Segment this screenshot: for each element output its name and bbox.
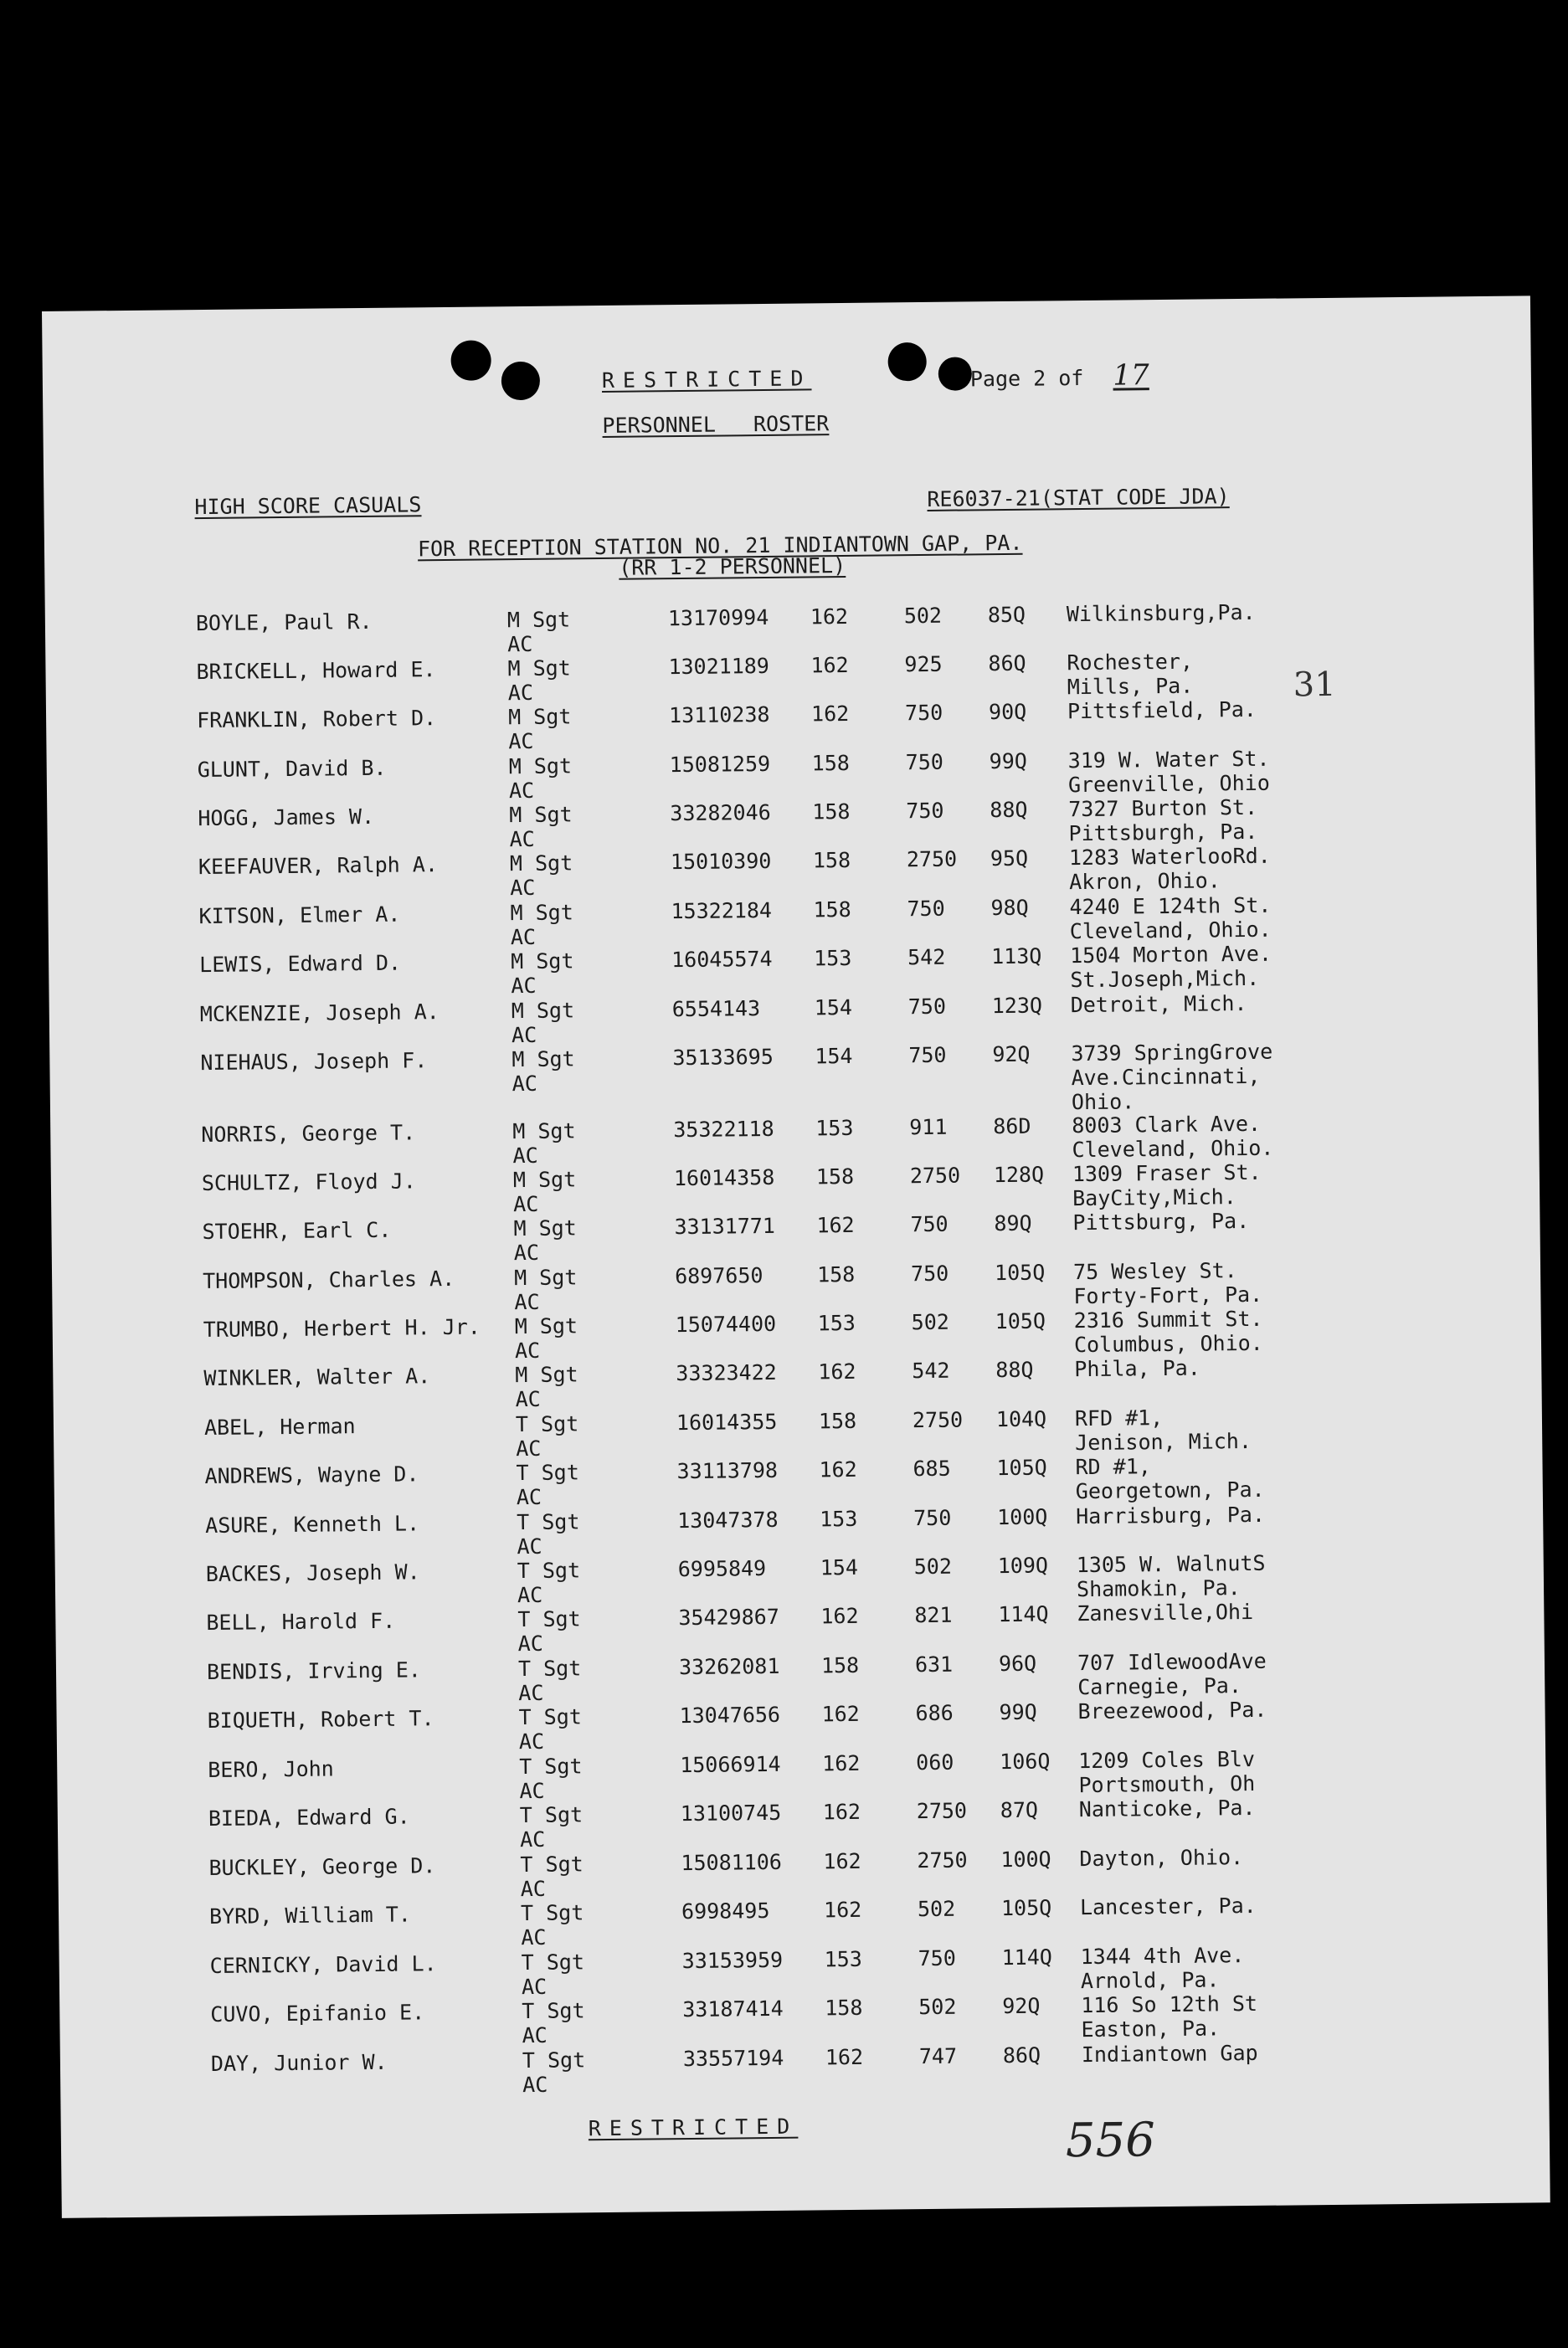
roster-grade: M Sgt [507,655,571,681]
roster-name: NIEHAUS, Joseph F. [200,1048,428,1076]
roster-addr2: Mills, Pa. [1067,673,1194,700]
roster-serial: 33323422 [676,1359,777,1386]
roster-c1: 158 [812,799,851,825]
roster-addr2: BayCity,Mich. [1072,1184,1236,1211]
roster-grade: T Sgt [520,1852,584,1878]
roster-serial: 6897650 [674,1263,763,1289]
roster-serial: 15081106 [681,1849,783,1876]
roster-name: KEEFAUVER, Ralph A. [198,852,439,880]
roster-name: BENDIS, Irving E. [206,1657,422,1685]
roster-addr1: Indiantown Gap [1081,2040,1258,2068]
roster-c2: 502 [903,603,943,629]
roster-grade: M Sgt [515,1362,578,1388]
roster-c3: 106Q [1000,1749,1051,1775]
roster-c1: 162 [821,1701,860,1727]
roster-c2: 750 [918,1945,956,1971]
roster-branch: AC [517,1631,543,1657]
roster-branch: AC [512,1143,538,1169]
roster-addr2: Arnold, Pa. [1080,1967,1220,1994]
classification-top: RESTRICTED [601,366,812,393]
roster-serial: 35429867 [678,1604,779,1631]
roster-grade: M Sgt [513,1215,577,1241]
roster-c2: 2750 [912,1407,964,1433]
roster-c2: 750 [907,896,945,922]
roster-c1: 162 [818,1359,856,1385]
roster-grade: T Sgt [517,1656,582,1682]
roster-addr1: 1209 Coles Blv [1078,1746,1256,1774]
roster-serial: 13021189 [668,653,770,680]
roster-addr2: Pittsburgh, Pa. [1068,819,1258,846]
roster-grade: M Sgt [512,1118,576,1144]
roster-addr1: 1283 WaterlooRd. [1068,843,1271,871]
roster-addr1: 4240 E 124th St. [1069,892,1272,920]
roster-branch: AC [517,1582,543,1608]
roster-addr2: Ave.Cincinnati, [1071,1063,1261,1091]
roster-grade: M Sgt [513,1265,578,1291]
roster-grade: T Sgt [517,1606,581,1632]
roster-c1: 162 [819,1457,857,1482]
roster-addr1: 3739 SpringGrove [1071,1039,1273,1066]
roster-c3: 105Q [1000,1895,1052,1921]
roster-grade: M Sgt [508,753,573,779]
roster-serial: 35133695 [672,1044,774,1071]
roster-addr2: Portsmouth, Oh [1078,1770,1256,1798]
roster-addr1: 707 IdlewoodAve [1077,1648,1267,1676]
roster-c3: 86D [993,1113,1031,1139]
roster-c1: 162 [823,1848,861,1874]
roster-c1: 153 [824,1946,862,1972]
roster-name: ABEL, Herman [203,1414,356,1441]
roster-name: BIQUETH, Robert T. [207,1706,434,1734]
roster-c3: 86Q [1002,2042,1041,2068]
roster-addr1: 1305 W. WalnutS [1076,1550,1266,1578]
roster-c1: 158 [813,897,851,922]
roster-c2: 542 [912,1358,950,1384]
roster-c1: 153 [815,1115,854,1141]
roster-c1: 162 [825,2044,864,2070]
roster-name: BYRD, William T. [208,1902,412,1929]
roster-grade: M Sgt [512,1167,577,1193]
roster-c3: 96Q [998,1651,1037,1677]
roster-serial: 13100745 [680,1800,782,1827]
roster-grade: T Sgt [517,1509,580,1535]
roster-name: WINKLER, Walter A. [203,1364,431,1391]
roster-addr2: Carnegie, Pa. [1077,1673,1242,1700]
roster-addr1: 116 So 12th St [1081,1991,1258,2018]
roster-branch: AC [508,778,535,804]
roster-name: HOGG, James W. [198,804,375,831]
roster-addr2: St.Joseph,Mich. [1070,965,1260,993]
roster-branch: AC [510,875,536,901]
roster-c3: 105Q [994,1260,1046,1286]
punch-hole-2 [501,362,540,400]
roster-branch: AC [522,2022,548,2048]
roster-c2: 911 [909,1114,948,1140]
roster-name: BACKES, Joseph W. [205,1559,420,1587]
roster-serial: 6995849 [677,1556,767,1582]
roster-c1: 154 [815,1043,853,1069]
roster-serial: 33187414 [682,1996,784,2022]
roster-serial: 13110238 [668,701,770,728]
roster-addr1: Phila, Pa. [1074,1355,1200,1382]
roster-name: ASURE, Kenneth L. [205,1511,420,1539]
roster-c3: 88Q [995,1357,1034,1383]
roster-c3: 98Q [990,895,1029,921]
roster-c2: 502 [913,1554,953,1580]
roster-c2: 2750 [916,1798,968,1824]
roster-addr1: Breezewood, Pa. [1077,1697,1267,1724]
roster-addr1: RFD #1, [1074,1405,1164,1431]
roster-serial: 15010390 [670,848,772,875]
roster-branch: AC [517,1534,542,1559]
roster-branch: AC [522,2072,548,2098]
roster-name: GLUNT, David B. [197,755,387,783]
roster-grade: T Sgt [517,1558,581,1584]
roster-serial: 33262081 [678,1653,780,1680]
roster-grade: T Sgt [518,1704,583,1730]
roster-branch: AC [508,728,534,754]
roster-c3: 123Q [991,993,1043,1019]
roster-name: BOYLE, Paul R. [195,609,373,636]
roster-c3: 99Q [989,748,1027,774]
roster-c2: 821 [914,1602,953,1628]
roster-grade: T Sgt [515,1411,579,1437]
roster-addr1: Pittsburg, Pa. [1072,1208,1250,1236]
roster-c3: 87Q [1000,1797,1039,1823]
roster-addr2: Jenison, Mich. [1075,1428,1252,1456]
roster-grade: M Sgt [514,1313,578,1339]
left-title: HIGH SCORE CASUALS [194,492,422,520]
roster-c3: 92Q [1002,1993,1041,2019]
roster-c1: 162 [822,1799,861,1825]
roster-c1: 158 [825,1995,863,2021]
roster-c2: 2750 [909,1163,961,1189]
roster-c1: 153 [817,1310,856,1336]
roster-c1: 153 [820,1506,858,1532]
roster-branch: AC [518,1729,545,1755]
roster-name: BRICKELL, Howard E. [196,657,436,685]
roster-name: KITSON, Elmer A. [198,902,401,929]
roster-branch: AC [516,1436,542,1462]
roster-c2: 686 [915,1700,954,1726]
roster-c1: 154 [820,1554,859,1580]
roster-c2: 2750 [906,846,958,872]
roster-c1: 162 [810,701,850,727]
roster-branch: AC [521,1974,548,2000]
classification-bottom: RESTRICTED [588,2114,799,2141]
roster-c2: 750 [910,1211,949,1237]
roster-grade: T Sgt [516,1460,579,1486]
roster-branch: AC [511,1022,537,1048]
roster-c2: 502 [918,1994,957,2020]
roster-grade: M Sgt [509,802,573,828]
roster-addr1: Zanesville,Ohi [1077,1599,1254,1626]
roster-serial: 6554143 [671,996,761,1022]
roster-serial: 16014355 [676,1409,778,1436]
roster-addr1: Rochester, [1067,649,1194,676]
roster-branch: AC [516,1484,542,1510]
roster-serial: 33282046 [670,799,771,826]
roster-serial: 13047378 [677,1507,779,1534]
roster-c1: 153 [813,945,852,971]
roster-c2: 685 [913,1456,951,1482]
roster-grade: M Sgt [512,1046,575,1072]
roster-c1: 158 [818,1408,857,1434]
roster-c3: 104Q [995,1406,1047,1432]
roster-grade: T Sgt [520,1900,584,1926]
roster-addr2: Akron, Ohio. [1069,868,1221,895]
roster-branch: AC [511,973,537,999]
roster-addr1: 75 Wesley St. [1072,1258,1237,1285]
roster-addr1: 8003 Clark Ave. [1072,1111,1262,1138]
roster-addr1: Detroit, Mich. [1070,990,1247,1018]
roster-c3: 92Q [992,1041,1031,1067]
roster-c2: 750 [906,798,944,824]
roster-c1: 162 [820,1603,859,1629]
roster-c3: 99Q [999,1699,1037,1725]
roster-c1: 154 [814,994,853,1020]
roster-grade: T Sgt [519,1802,584,1828]
roster-name: FRANKLIN, Robert D. [196,706,437,733]
roster-c3: 100Q [996,1504,1048,1530]
roster-serial: 33557194 [682,2045,784,2072]
roster-addr1: RD #1, [1075,1454,1151,1480]
roster-grade: M Sgt [511,998,575,1024]
roster-c2: 750 [913,1505,952,1531]
roster-c2: 925 [904,651,943,677]
roster-c3: 128Q [993,1162,1045,1188]
roster-addr1: Wilkinsburg,Pa. [1066,599,1256,627]
roster-name: STOEHR, Earl C. [202,1217,392,1245]
roster-addr1: 1309 Fraser St. [1072,1159,1262,1187]
roster-grade: T Sgt [522,1998,585,2024]
roster-c3: 114Q [998,1601,1049,1627]
roster-branch: AC [515,1386,541,1412]
roster-c3: 85Q [987,602,1026,628]
roster-c2: 750 [910,1261,949,1287]
roster-c2: 750 [904,700,943,726]
roster-name: CUVO, Epifanio E. [210,2000,425,2027]
margin-number: 31 [1293,665,1336,705]
punch-hole-1 [450,340,491,381]
roster-serial: 33153959 [681,1947,784,1974]
roster-c2: 542 [907,944,946,970]
roster-c2: 502 [911,1309,950,1335]
roster-branch: AC [519,1778,545,1804]
roster-c3: 86Q [988,650,1026,676]
roster-name: MCKENZIE, Joseph A. [199,999,440,1027]
roster-name: CERNICKY, David L. [209,1951,437,1979]
roster-branch: AC [510,924,537,950]
roster-table [45,597,1550,2119]
roster-name: BIEDA, Edward G. [208,1804,410,1832]
handwritten-page-number: 556 [1065,2113,1156,2169]
roster-serial: 15322184 [671,897,773,924]
roster-c2: 502 [917,1896,956,1922]
roster-grade: M Sgt [509,850,573,876]
roster-addr1: 7327 Burton St. [1068,794,1258,822]
roster-branch: AC [514,1289,540,1315]
roster-grade: M Sgt [506,607,571,633]
roster-branch: AC [513,1191,539,1217]
roster-addr1: Lancester, Pa. [1079,1893,1257,1920]
roster-addr3: Ohio. [1071,1089,1135,1115]
roster-name: BUCKLEY, George D. [208,1853,436,1881]
roster-c2: 750 [905,749,944,775]
page-prefix: Page 2 of [969,365,1084,392]
roster-addr1: 1504 Morton Ave. [1069,941,1272,968]
roster-name: BELL, Harold F. [206,1608,396,1636]
roster-title: PERSONNEL ROSTER [602,411,830,438]
roster-c2: 631 [914,1652,954,1678]
roster-branch: AC [509,826,535,852]
roster-branch: AC [513,1240,540,1266]
roster-serial: 15066914 [680,1751,781,1778]
roster-addr2: Greenville, Ohio [1067,770,1270,798]
roster-c3: 105Q [995,1308,1046,1334]
roster-c2: 750 [908,1042,947,1068]
stat-code: RE6037-21(STAT CODE JDA) [927,484,1230,511]
roster-grade: M Sgt [510,900,573,926]
roster-c1: 162 [816,1212,855,1238]
punch-hole-3 [887,342,926,381]
roster-branch: AC [520,1876,547,1902]
roster-addr1: Dayton, Ohio. [1079,1845,1244,1872]
roster-c2: 060 [916,1749,954,1775]
roster-c1: 158 [812,847,851,873]
roster-page [42,295,1550,2217]
roster-name: TRUMBO, Herbert H. Jr. [203,1314,481,1343]
roster-c1: 162 [810,604,849,629]
roster-name: BERO, John [208,1756,334,1783]
roster-c1: 158 [815,1164,855,1189]
roster-c1: 162 [822,1750,861,1776]
roster-c3: 89Q [994,1210,1032,1236]
roster-serial: 16045574 [671,946,773,973]
roster-c3: 114Q [1001,1945,1053,1970]
roster-serial: 33113798 [676,1457,779,1484]
roster-branch: AC [507,631,533,657]
roster-serial: 16014358 [673,1164,775,1191]
roster-serial: 33131771 [674,1213,776,1240]
roster-branch: AC [512,1071,537,1097]
page-number [969,358,1166,393]
roster-grade: T Sgt [521,1950,585,1976]
roster-addr1: Harrisburg, Pa. [1075,1502,1266,1529]
roster-c1: 158 [816,1261,856,1287]
roster-c3: 90Q [988,699,1027,725]
roster-serial: 35322118 [673,1116,774,1143]
roster-branch: AC [519,1827,546,1852]
page-total: 17 [1113,358,1149,393]
roster-serial: 13170994 [667,604,769,631]
roster-addr2: Cleveland, Ohio. [1069,917,1272,944]
roster-c2: 750 [907,994,947,1020]
roster-grade: M Sgt [511,948,574,974]
roster-c3: 88Q [990,797,1028,823]
roster-addr1: 1344 4th Ave. [1080,1943,1245,1970]
roster-name: NORRIS, George T. [201,1120,416,1148]
roster-c1: 162 [810,652,849,678]
roster-c3: 109Q [997,1553,1049,1579]
roster-name: THOMPSON, Charles A. [202,1266,455,1294]
station-title: FOR RECEPTION STATION NO. 21 INDIANTOWN GAP, PA. [417,530,1023,562]
roster-addr2: Columbus, Ohio. [1073,1330,1263,1358]
roster-name: ANDREWS, Wayne D. [204,1462,419,1489]
roster-c3: 105Q [996,1455,1047,1481]
roster-c1: 158 [811,750,851,776]
roster-serial: 6998495 [681,1898,770,1924]
roster-branch: AC [518,1680,544,1706]
roster-serial: 13047656 [679,1702,781,1729]
roster-c2: 2750 [917,1847,968,1873]
roster-branch: AC [507,680,534,706]
roster-addr2: Easton, Pa. [1081,2016,1221,2042]
roster-addr1: 2316 Summit St. [1073,1306,1263,1333]
roster-name: LEWIS, Edward D. [199,950,402,978]
roster-addr1: Nanticoke, Pa. [1078,1795,1256,1822]
roster-addr2: Shamokin, Pa. [1076,1575,1241,1602]
roster-serial: 15081259 [669,751,771,778]
roster-addr1: Pittsfield, Pa. [1067,696,1257,724]
roster-branch: AC [521,1924,547,1950]
roster-c2: 747 [918,2043,958,2069]
roster-addr2: Forty-Fort, Pa. [1073,1282,1263,1309]
roster-name: SCHULTZ, Floyd J. [201,1169,416,1196]
roster-name: DAY, Junior W. [210,2049,388,2076]
roster-subtitle: (RR 1-2 PERSONNEL) [619,552,846,580]
roster-addr1: 319 W. Water St. [1067,746,1270,773]
roster-grade: T Sgt [519,1754,583,1780]
roster-branch: AC [514,1338,541,1364]
roster-c1: 162 [823,1897,862,1923]
roster-serial: 15074400 [675,1311,777,1338]
roster-grade: M Sgt [507,704,572,730]
roster-addr2: Georgetown, Pa. [1075,1477,1265,1504]
roster-c1: 158 [820,1652,860,1678]
roster-grade: T Sgt [522,2047,586,2073]
roster-c3: 95Q [990,845,1029,871]
punch-hole-4 [938,357,972,390]
roster-addr2: Cleveland, Ohio. [1072,1135,1274,1163]
roster-c3: 113Q [990,943,1042,969]
roster-c3: 100Q [1000,1847,1051,1873]
